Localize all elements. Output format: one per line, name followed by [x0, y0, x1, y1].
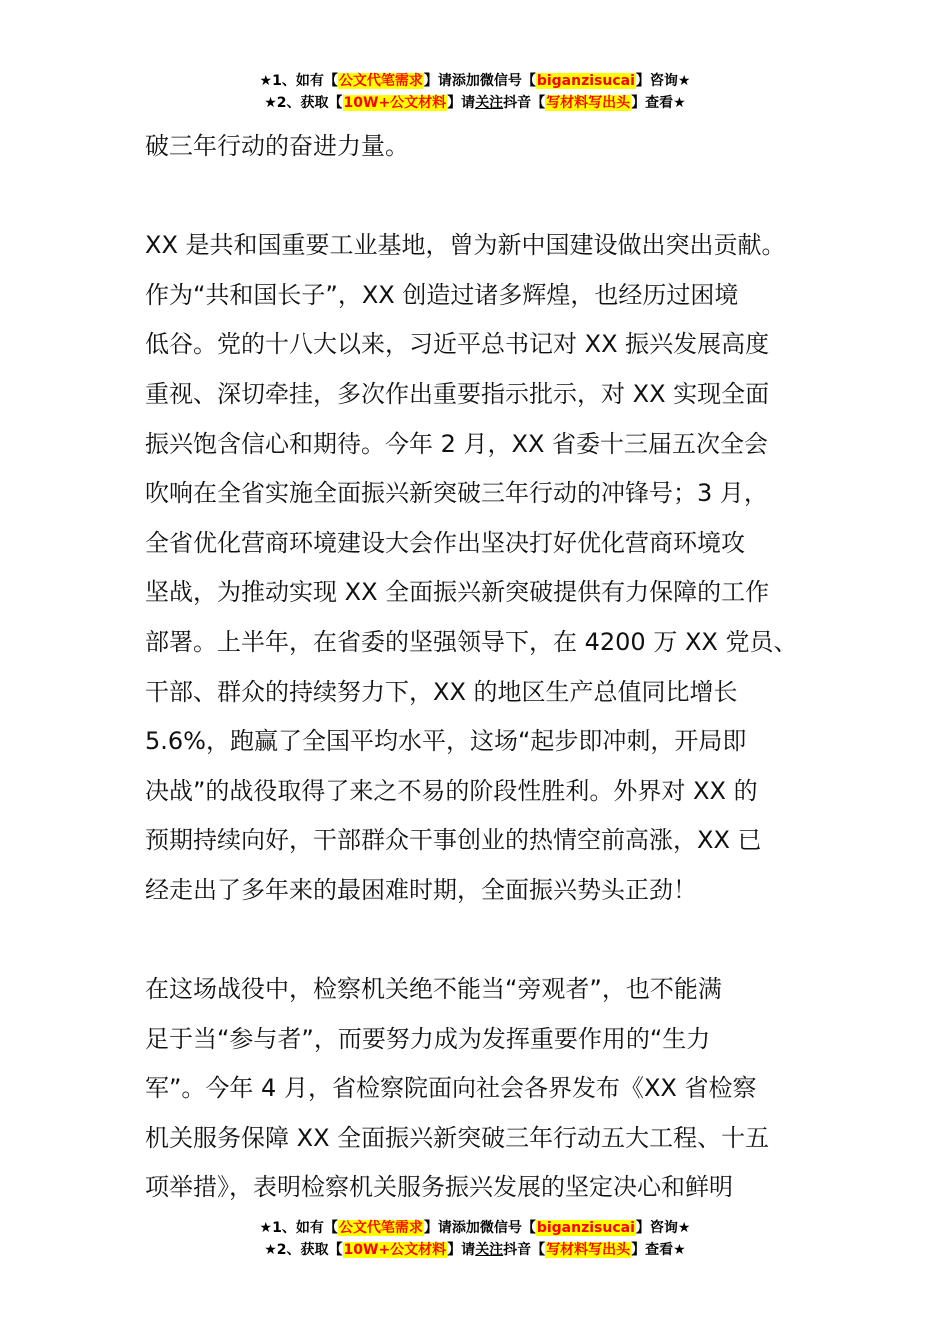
- banner-line-1: ★1、如有【公文代笔需求】请添加微信号【biganzisucai】咨询★: [259, 1220, 691, 1236]
- text-line: 预期持续向好，干部群众干事创业的热情空前高涨，XX 已: [145, 826, 762, 855]
- text-line: 振兴饱含信心和期待。今年 2 月，XX 省委十三届五次全会: [145, 429, 769, 458]
- text-line: 项举措》，表明检察机关服务振兴发展的坚定决心和鲜明: [145, 1173, 733, 1202]
- highlight-service: 公文代笔需求: [338, 1220, 423, 1236]
- text-line: 全省优化营商环境建设大会作出坚决打好优化营商环境攻: [145, 528, 745, 557]
- text-line: 吹响在全省实施全面振兴新突破三年行动的冲锋号；3 月，: [145, 479, 768, 508]
- paragraph: [145, 221, 835, 915]
- highlight-wechat-id: biganzisucai: [536, 73, 635, 89]
- banner-line-2: ★2、获取【10W+公文材料】请关注抖音【写材料写出头】查看★: [264, 1242, 686, 1258]
- text-line: 部署。上半年，在省委的坚强领导下，在 4200 万 XX 党员、: [145, 627, 798, 656]
- text-line: 在这场战役中，检察机关绝不能当“旁观者”，也不能满: [145, 975, 722, 1004]
- text-line: 低谷。党的十八大以来，习近平总书记对 XX 振兴发展高度: [145, 330, 770, 359]
- text-line: 足于当“参与者”，而要努力成为发挥重要作用的“生力: [145, 1024, 711, 1053]
- highlight-materials: 10W+公文材料: [343, 1242, 447, 1258]
- text-line: 破三年行动的奋进力量。: [145, 132, 409, 160]
- footer-banner: [0, 1217, 950, 1261]
- text-line: XX 是共和国重要工业基地，曾为新中国建设做出突出贡献。: [145, 231, 786, 260]
- paragraph: [145, 965, 835, 1213]
- text-line: 干部、群众的持续努力下，XX 的地区生产总值同比增长: [145, 677, 738, 706]
- highlight-materials: 10W+公文材料: [343, 95, 447, 111]
- text-line: 作为“共和国长子”，XX 创造过诸多辉煌，也经历过困境: [145, 280, 739, 309]
- paragraph: [145, 122, 835, 172]
- header-banner: [0, 70, 950, 114]
- text-line: 5.6%，跑赢了全国平均水平，这场“起步即冲刺，开局即: [145, 727, 747, 756]
- document-body: [145, 122, 835, 1213]
- text-line: 重视、深切牵挂，多次作出重要指示批示，对 XX 实现全面: [145, 379, 770, 408]
- highlight-wechat-id: biganzisucai: [536, 1220, 635, 1236]
- banner-line-1: ★1、如有【公文代笔需求】请添加微信号【biganzisucai】咨询★: [259, 73, 691, 89]
- text-line: 经走出了多年来的最困难时期，全面振兴势头正劲！: [145, 875, 697, 904]
- text-line: 机关服务保障 XX 全面振兴新突破三年行动五大工程、十五: [145, 1123, 770, 1152]
- text-line: 军”。今年 4 月，省检察院面向社会各界发布《XX 省检察: [145, 1074, 757, 1103]
- text-line: 坚战，为推动实现 XX 全面振兴新突破提供有力保障的工作: [145, 578, 770, 607]
- highlight-service: 公文代笔需求: [338, 73, 423, 89]
- highlight-douyin-account: 写材料写出头: [546, 1242, 631, 1258]
- text-line: 决战”的战役取得了来之不易的阶段性胜利。外界对 XX 的: [145, 776, 758, 805]
- banner-line-2: ★2、获取【10W+公文材料】请关注抖音【写材料写出头】查看★: [264, 95, 686, 111]
- highlight-douyin-account: 写材料写出头: [546, 95, 631, 111]
